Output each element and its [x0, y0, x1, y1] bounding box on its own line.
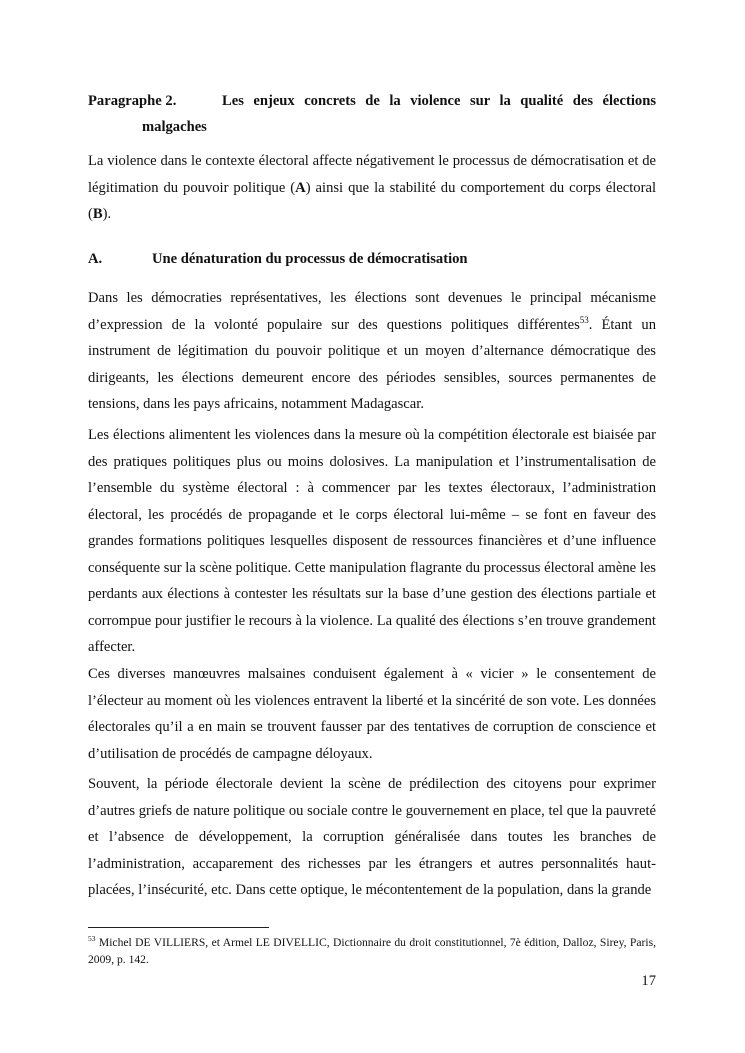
- intro-paragraph: [88, 148, 656, 228]
- paragraph-1-text: Dans les démocraties représentatives, les élections sont devenues le principal mécanisme d’expression de la volonté populaire sur des questions politiques différentes: [88, 290, 656, 333]
- subheading: [88, 246, 656, 273]
- paragraph-3: Ces diverses manœuvres malsaines conduisent également à « vicier » le consentement de l’électeur au moment où les violences entravent la liberté et la sincérité de son vote. Les données électorales qu’il a en main se trouvent fausser par des tentatives de corruption de conscience et d’utilisation de procédés de campagne déloyaux.: [88, 666, 656, 762]
- footnote-ref: 53: [579, 314, 589, 325]
- heading-number: Paragraphe 2.: [88, 93, 177, 109]
- intro-text: La violence dans le contexte électoral affecte négativement le processus de démocratisation et de légitimation du pouvoir politique (: [88, 153, 656, 196]
- footnote-number: 53: [88, 934, 96, 944]
- paragraph-1: [88, 285, 656, 418]
- heading-title-line1: Les enjeux concrets de la violence sur la qualité des élections: [222, 93, 656, 109]
- footnote-separator: [88, 927, 269, 928]
- heading-title-line2: malgaches: [142, 119, 207, 135]
- footnote-text: Michel DE VILLIERS, et Armel LE DIVELLIC, Dictionnaire du droit constitutionnel, 7è édition, Dalloz, Sirey, Paris, 2009, p. 142.: [88, 936, 656, 966]
- section-heading: [88, 88, 656, 140]
- paragraph-4: Souvent, la période électorale devient la scène de prédilection des citoyens pour exprimer d’autres griefs de nature politique ou sociale contre le gouvernement en place, tel que la pauvreté et l’absence de développement, la corruption généralisée dans toutes les branches de l’administration, accaparement des richesses par les étrangers et autres personnalités haut-placées, l’insécurité, etc. Dans cette optique, le mécontentement de la population, dans la grande: [88, 776, 656, 898]
- intro-ref-b: B: [92, 206, 103, 222]
- page-number: 17: [641, 973, 656, 989]
- intro-text-mid: ) ainsi que la stabilité du comportement du corps électoral (: [88, 179, 656, 222]
- subheading-label: A.: [88, 251, 103, 267]
- paragraph-2: Les élections alimentent les violences dans la mesure où la compétition électorale est biaisée par des pratiques politiques plus ou moins dolosives. La manipulation et l’instrumentalisation de l’ensemble du système électoral : à commencer par les textes électoraux, l’administration électoral, les procédés de propagande et le corps électoral lui-même – se font en faveur des grandes formations politiques lesquelles disposent de ressources financières et d’une influence conséquente sur la scène politique. Cette manipulation flagrante du processus électoral amène les perdants aux élections à contester les résultats sur la base d’une gestion des élections partiale et corrompue pour justifier le recours à la violence. La qualité des élections s’en trouve grandement affecter.: [88, 427, 656, 655]
- footnote: [88, 934, 656, 968]
- subheading-title: Une dénaturation du processus de démocratisation: [152, 251, 468, 267]
- intro-text-end: ).: [102, 206, 112, 222]
- paragraph-1-text-end: . Étant un instrument de légitimation du pouvoir politique et un moyen d’alternance démocratique des dirigeants, les élections demeurent encore des périodes sensibles, sources permanentes de tensions, dans les pays africains, notamment Madagascar.: [88, 316, 657, 412]
- intro-ref-a: A: [295, 179, 306, 196]
